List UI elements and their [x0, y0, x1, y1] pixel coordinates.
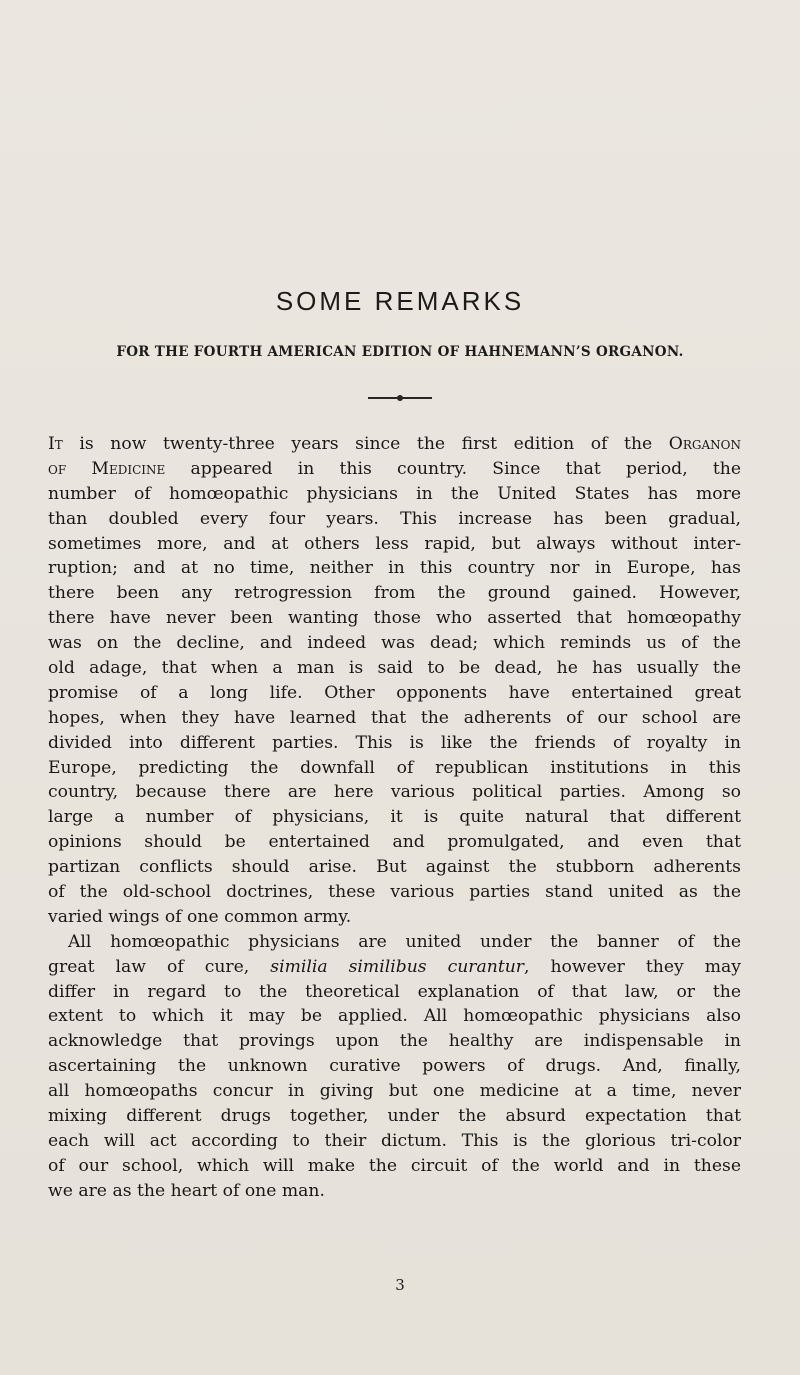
paragraph2-line-10: of our school, which will make the circuit of the world and in these [48, 1155, 741, 1176]
paragraph1-line-1 [48, 432, 741, 457]
paragraph1-line-5: sometimes more, and at others less rapid, but always without inter- [48, 533, 741, 554]
paragraph1-line-12: hopes, when they have learned that the adherents of our school are [48, 707, 741, 728]
paragraph1-line-9: was on the decline, and indeed was dead; which reminds us of the [48, 633, 741, 654]
paragraph2-line-7: all homœopaths concur in giving but one medicine at a time, never [48, 1081, 741, 1102]
opening-word: It [48, 434, 63, 454]
line-end: , however they may [524, 956, 741, 977]
line-start: great law of cure, [48, 956, 271, 977]
paragraph2-line-6: ascertaining the unknown curative powers of drugs. And, finally, [48, 1056, 741, 1077]
paragraph1-line-2 [48, 457, 741, 482]
paragraph1-line-8: there have never been wanting those who asserted that homœopathy [48, 608, 741, 629]
paragraph2-line-4: extent to which it may be applied. All homœopathic physicians also [48, 1006, 741, 1027]
paragraph1-line-20: varied wings of one common army. [48, 906, 352, 927]
paragraph1-line-16: large a number of physicians, it is quite natural that different [48, 807, 741, 828]
paragraph1-line-14: Europe, predicting the downfall of republican institutions in this [48, 757, 741, 778]
page-title: SOME REMARKS [275, 286, 525, 316]
paragraph1-line-6: ruption; and at no time, neither in this country nor in Europe, has [48, 558, 741, 579]
paragraph1-line-10: old adage, that when a man is said to be dead, he has usually the [48, 658, 741, 679]
paragraph2-line-9: each will act according to their dictum. This is the glorious tri-color [48, 1130, 741, 1151]
latin-law: similia similibus curantur [270, 956, 525, 977]
paragraph2-line-1: All homœopathic physicians are united under the banner of the [68, 931, 741, 952]
paragraph1-line-17: opinions should be entertained and promulgated, and even that [48, 832, 741, 853]
page-subtitle: FOR THE FOURTH AMERICAN EDITION OF HAHNEMANN’S ORGANON. [116, 344, 684, 360]
book-title-organon: Organon [668, 434, 741, 454]
page-number: 3 [395, 1276, 405, 1294]
body-text [48, 432, 741, 1204]
paragraph2-line-3: differ in regard to the theoretical explanation of that law, or the [48, 981, 741, 1002]
paragraph2-line-11: we are as the heart of one man. [48, 1180, 325, 1201]
paragraph1-line-4: than doubled every four years. This increase has been gradual, [48, 508, 741, 529]
paragraph2-line-2 [48, 955, 741, 980]
paragraph1-line-19: of the old-school doctrines, these various parties stand united as the [48, 882, 741, 903]
paragraph1-line-7: there been any retrogression from the ground gained. However, [48, 583, 741, 604]
book-title-medicine: of Medicine [48, 458, 166, 479]
line-rest: appeared in this country. Since that period, the [165, 458, 741, 479]
paragraph1-line-13: divided into different parties. This is like the friends of royalty in [48, 732, 741, 753]
paragraph2-line-8: mixing different drugs together, under the absurd expectation that [48, 1106, 741, 1127]
opening-line-rest: is now twenty-three years since the first edition of the [62, 434, 669, 454]
paragraph1-line-11: promise of a long life. Other opponents have entertained great [48, 682, 741, 703]
paragraph2-line-5: acknowledge that provings upon the healthy are indispensable in [48, 1031, 741, 1052]
paragraph1-line-15: country, because there are here various political parties. Among so [48, 782, 741, 803]
paragraph1-line-18: partizan conflicts should arise. But against the stubborn adherents [48, 857, 741, 878]
paragraph1-line-3: number of homœopathic physicians in the United States has more [48, 483, 741, 504]
decorative-rule [368, 397, 432, 399]
